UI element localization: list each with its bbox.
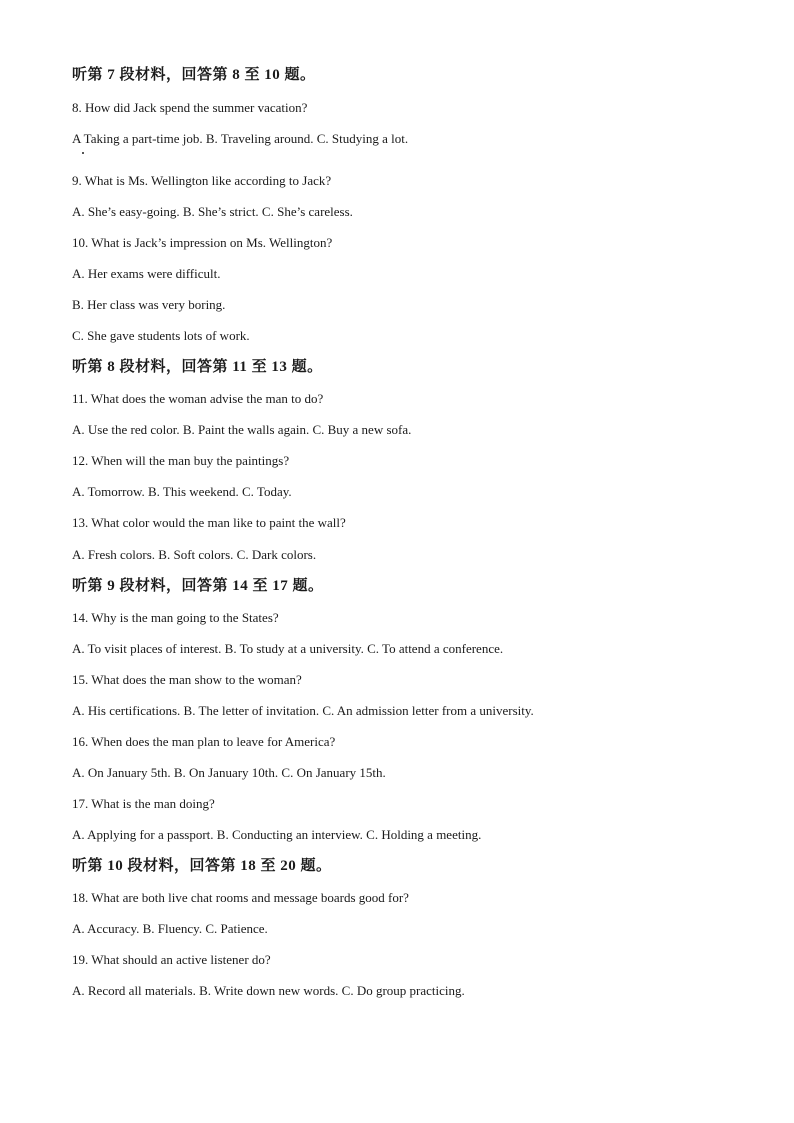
section-heading: 听第 9 段材料，回答第 14 至 17 题。	[72, 578, 324, 594]
answer-options: A. Record all materials. B. Write down new words. C. Do group practicing.	[72, 983, 465, 998]
answer-options: A. Use the red color. B. Paint the walls again. C. Buy a new sofa.	[72, 422, 412, 437]
question-text: 8. How did Jack spend the summer vacation?	[72, 100, 308, 115]
answer-options: A. His certifications. B. The letter of invitation. C. An admission letter from a university.	[72, 703, 534, 718]
section-heading: 听第 7 段材料，回答第 8 至 10 题。	[72, 67, 316, 83]
question-text: 19. What should an active listener do?	[72, 952, 271, 967]
section-heading: 听第 10 段材料，回答第 18 至 20 题。	[72, 858, 332, 874]
question-text: 12. When will the man buy the paintings?	[72, 453, 290, 468]
section-heading: 听第 8 段材料，回答第 11 至 13 题。	[72, 359, 323, 375]
answer-options: A Taking a part-time job. B. Traveling around. C. Studying a lot.	[72, 131, 409, 146]
answer-options: A. Fresh colors. B. Soft colors. C. Dark colors.	[72, 547, 317, 562]
answer-options: A. She’s easy-going. B. She’s strict. C. She’s careless.	[72, 204, 353, 219]
answer-options: A. Applying for a passport. B. Conducting an interview. C. Holding a meeting.	[72, 827, 482, 842]
question-text: 11. What does the woman advise the man to do?	[72, 391, 324, 406]
stray-mark	[82, 152, 84, 154]
answer-option: A. Her exams were difficult.	[72, 266, 221, 281]
question-text: 14. Why is the man going to the States?	[72, 610, 279, 625]
answer-option: C. She gave students lots of work.	[72, 328, 250, 343]
question-text: 9. What is Ms. Wellington like according to Jack?	[72, 173, 332, 188]
question-text: 16. When does the man plan to leave for America?	[72, 734, 336, 749]
question-text: 13. What color would the man like to paint the wall?	[72, 515, 346, 530]
answer-options: A. To visit places of interest. B. To study at a university. C. To attend a conference.	[72, 641, 504, 656]
question-text: 10. What is Jack’s impression on Ms. Wellington?	[72, 235, 333, 250]
answer-options: A. Accuracy. B. Fluency. C. Patience.	[72, 921, 268, 936]
answer-option: B. Her class was very boring.	[72, 297, 226, 312]
answer-options: A. Tomorrow. B. This weekend. C. Today.	[72, 484, 292, 499]
question-text: 18. What are both live chat rooms and message boards good for?	[72, 890, 409, 905]
question-text: 15. What does the man show to the woman?	[72, 672, 302, 687]
answer-options: A. On January 5th. B. On January 10th. C. On January 15th.	[72, 765, 386, 780]
question-text: 17. What is the man doing?	[72, 796, 215, 811]
